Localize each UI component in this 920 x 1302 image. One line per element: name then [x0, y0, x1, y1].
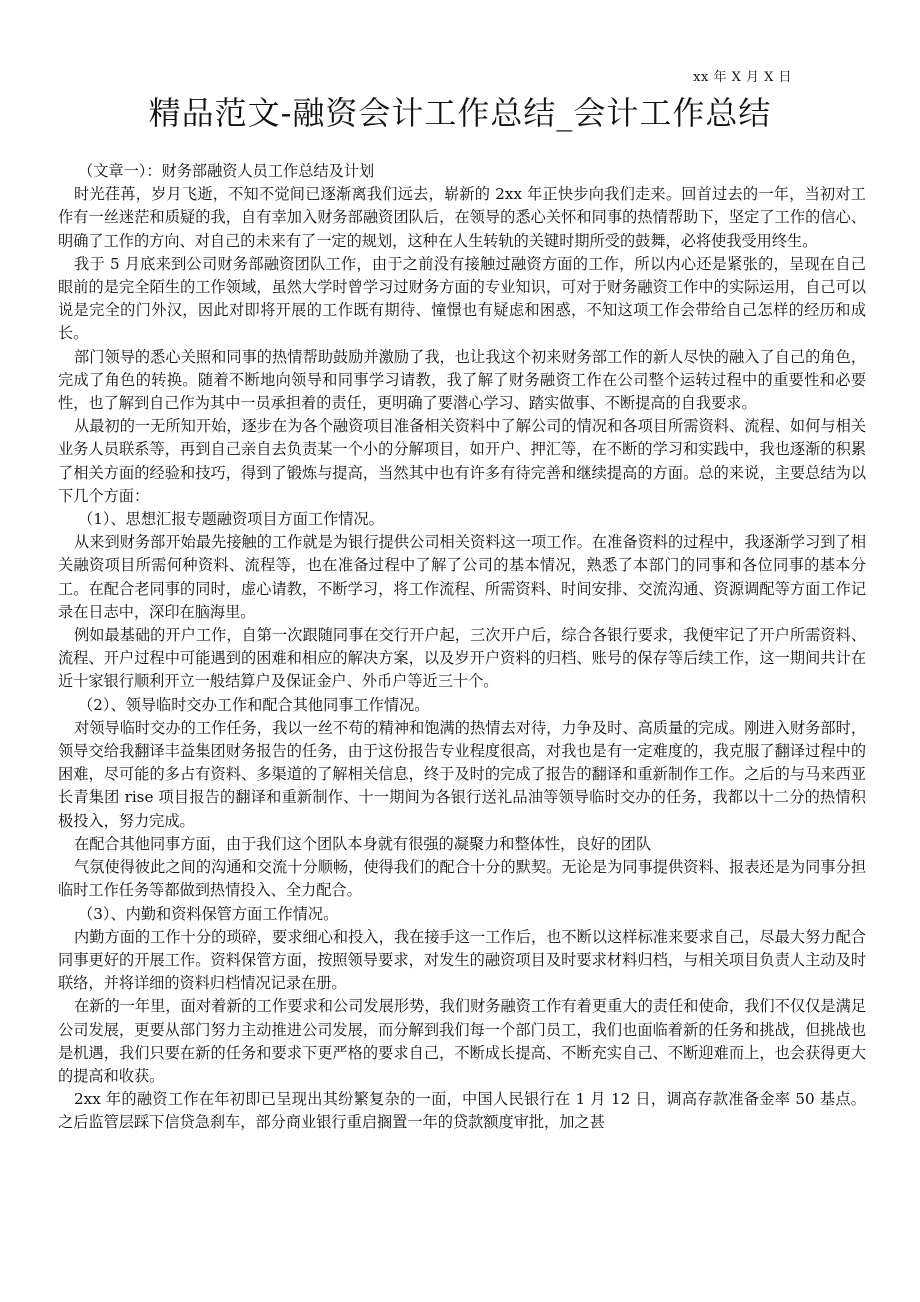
section-heading: （2）、领导临时交办工作和配合其他同事工作情况。 — [78, 695, 430, 714]
section-heading: （1）、思想汇报专题融资项目方面工作情况。 — [78, 510, 384, 529]
paragraph: 对领导临时交办的工作任务，我以一丝不苟的精神和饱满的热情去对待，力争及时、高质量的完成。刚进入财务部时，领导交给我翻译丰益集团财务报告的任务，由于这份报告专业程度很高，对我也是有一定难度的，我克服了翻译过程中的困难，尽可能的多占有资料、多渠道的了解相关信息，终于及时的完成了报告的翻译和重新制作工作。之后的与马来西亚长青集团 rise 项目报告的翻译和重新制作、十一期间为各银行送礼品油等领导临时交办的任务，我都以十二分的热情积极投入，努力完成。 — [58, 718, 866, 830]
paragraph: 2xx 年的融资工作在年初即已呈现出其纷繁复杂的一面，中国人民银行在 1 月 12 日，调高存款准备金率 50 基点。之后监管层踩下信贷急刹车，部分商业银行重启搁置一年的贷款额度审批，加之甚 — [58, 1090, 866, 1132]
paragraph: 从来到财务部开始最先接触的工作就是为银行提供公司相关资料这一项工作。在准备资料的过程中，我逐渐学习到了相关融资项目所需何种资料、流程等，也在准备过程中了解了公司的基本情况，熟悉了本部门的同事和各位同事的基本分工。在配合老同事的同时，虚心请教，不断学习，将工作流程、所需资料、时间安排、交流沟通、资源调配等方面工作记录在日志中，深印在脑海里。 — [58, 533, 866, 621]
document-body — [58, 160, 866, 1135]
document-title: 精品范文-融资会计工作总结_会计工作总结 — [148, 94, 772, 132]
paragraph: 内勤方面的工作十分的琐碎，要求细心和投入，我在接手这一工作后，也不断以这样标准来要求自己，尽最大努力配合同事更好的开展工作。资料保管方面，按照领导要求，对发生的融资项目及时要求材料归档，与相关项目负责人主动及时联络，并将详细的资料归档情况记录在册。 — [58, 927, 866, 993]
document-date: xx 年 X 月 X 日 — [693, 70, 792, 85]
paragraph: 时光荏苒，岁月飞逝，不知不觉间已逐渐离我们远去，崭新的 2xx 年正快步向我们走来。回首过去的一年，当初对工作有一丝迷茫和质疑的我，自有幸加入财务部融资团队后，在领导的悉心关怀和同事的热情帮助下，坚定了工作的信心、明确了工作的方向、对自己的未来有了一定的规划，这种在人生转轨的关键时期所受的鼓舞，必将使我受用终生。 — [58, 185, 866, 250]
article-heading: （文章一）：财务部融资人员工作总结及计划 — [78, 162, 375, 180]
paragraph: 气氛使得彼此之间的沟通和交流十分顺畅，使得我们的配合十分的默契。无论是为同事提供资料、报表还是为同事分担临时工作任务等都做到热情投入、全力配合。 — [58, 858, 866, 900]
paragraph: 部门领导的悉心关照和同事的热情帮助鼓励并激励了我，也让我这个初来财务部工作的新人尽快的融入了自己的角色，完成了角色的转换。随着不断地向领导和同事学习请教，我了解了财务融资工作在公司整个运转过程中的重要性和必要性，也了解到自己作为其中一员承担着的责任，更明确了要潜心学习、踏实做事、不断提高的自我要求。 — [58, 347, 866, 413]
paragraph: 我于 5 月底来到公司财务部融资团队工作，由于之前没有接触过融资方面的工作，所以内心还是紧张的，呈现在自己眼前的是完全陌生的工作领域，虽然大学时曾学习过财务方面的专业知识，可对于财务融资工作中的实际运用，自己可以说是完全的门外汉，因此对即将开展的工作既有期待、憧憬也有疑虑和困惑，不知这项工作会带给自己怎样的经历和成长。 — [58, 254, 866, 343]
section-heading: （3）、内勤和资料保管方面工作情况。 — [78, 904, 339, 923]
paragraph: 从最初的一无所知开始，逐步在为各个融资项目准备相关资料中了解公司的情况和各项目所需资料、流程、如何与相关业务人员联系等，再到自己亲自去负责某一个小的分解项目，如开户、押汇等，在不断的学习和实践中，我也逐渐的积累了相关方面的经验和技巧，得到了锻炼与提高，当然其中也有许多有待完善和继续提高的方面。总的来说，主要总结为以下几个方面： — [58, 417, 866, 505]
paragraph: 例如最基础的开户工作，自第一次跟随同事在交行开户起，三次开户后，综合各银行要求，我便牢记了开户所需资料、流程、开户过程中可能遇到的困难和相应的解决方案，以及岁开户资料的归档、账号的保存等后续工作，这一期间共计在近十家银行顺利开立一般结算户及保证金户、外币户等近三十个。 — [58, 626, 866, 691]
paragraph: 在新的一年里，面对着新的工作要求和公司发展形势，我们财务融资工作有着更重大的责任和使命，我们不仅仅是满足公司发展，更要从部门努力主动推进公司发展，而分解到我们每一个部门员工，我们也面临着新的任务和挑战，但挑战也是机遇，我们只要在新的任务和要求下更严格的要求自己，不断成长提高、不断充实自己、不断迎难而上，也会获得更大的提高和收获。 — [58, 997, 866, 1085]
paragraph: 在配合其他同事方面，由于我们这个团队本身就有很强的凝聚力和整体性，良好的团队 — [74, 834, 652, 853]
